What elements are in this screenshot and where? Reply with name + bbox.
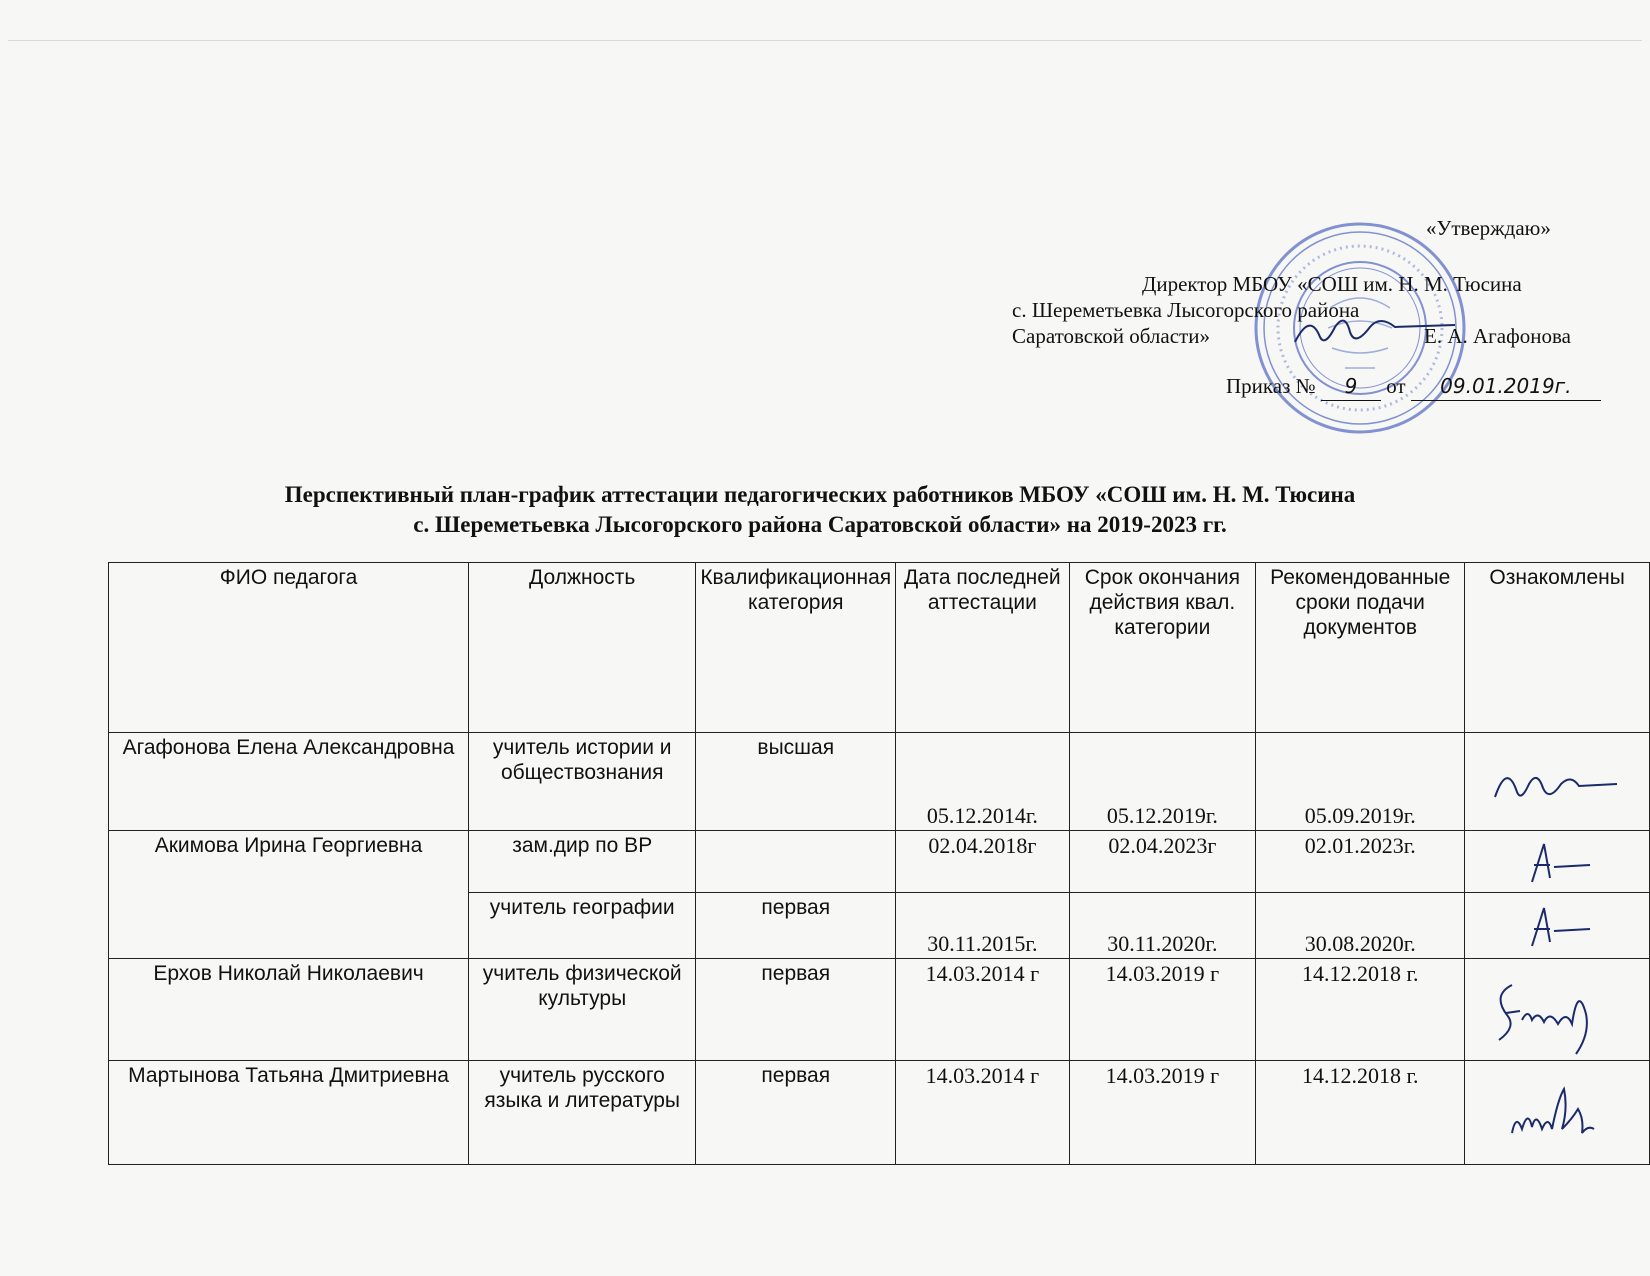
title-line-1: Перспективный план-график аттестации педагогических работников МБОУ «СОШ им. Н. М. Тюсина <box>284 482 1356 507</box>
cell-category: высшая <box>696 733 896 831</box>
table-row <box>109 1061 1650 1165</box>
cell-last-date: 05.12.2014г. <box>896 733 1069 831</box>
table-row <box>109 831 1650 893</box>
cell-position: учитель русского языка и литературы <box>469 1061 696 1165</box>
cell-name: Мартынова Татьяна Дмитриевна <box>109 1061 469 1165</box>
approve-heading: «Утверждаю» <box>1426 216 1551 240</box>
header-acknowledged: Ознакомлены <box>1465 563 1650 733</box>
header-position: Должность <box>469 563 696 733</box>
signature-mark <box>1512 901 1602 951</box>
cell-name: Ерхов Николай Николаевич <box>109 959 469 1061</box>
cell-signature <box>1465 831 1650 893</box>
order-number: 9 <box>1321 372 1381 401</box>
cell-name: Акимова Ирина Георгиевна <box>109 831 469 959</box>
village-line: с. Шереметьевка Лысогорского района <box>1012 298 1360 322</box>
director-line: Директор МБОУ «СОШ им. Н. М. Тюсина <box>1142 272 1522 296</box>
header-name: ФИО педагога <box>109 563 469 733</box>
table-row <box>109 733 1650 831</box>
cell-recommended: 14.12.2018 г. <box>1256 959 1465 1061</box>
cell-expiry: 30.11.2020г. <box>1069 893 1256 959</box>
cell-signature <box>1465 893 1650 959</box>
order-date: 09.01.2019г. <box>1411 372 1601 401</box>
signature-mark <box>1487 757 1627 807</box>
cell-expiry: 02.04.2023г <box>1069 831 1256 893</box>
cell-last-date: 02.04.2018г <box>896 831 1069 893</box>
cell-recommended: 30.08.2020г. <box>1256 893 1465 959</box>
signature-mark <box>1482 965 1632 1055</box>
cell-category: первая <box>696 959 896 1061</box>
header-category: Квалификационная категория <box>696 563 896 733</box>
cell-category: первая <box>696 893 896 959</box>
cell-expiry: 14.03.2019 г <box>1069 959 1256 1061</box>
signer-name: Е. А. Агафонова <box>1424 324 1571 348</box>
cell-recommended: 02.01.2023г. <box>1256 831 1465 893</box>
cell-signature <box>1465 1061 1650 1165</box>
region-line: Саратовской области» <box>1012 324 1210 348</box>
cell-expiry: 14.03.2019 г <box>1069 1061 1256 1165</box>
cell-last-date: 14.03.2014 г <box>896 959 1069 1061</box>
cell-recommended: 14.12.2018 г. <box>1256 1061 1465 1165</box>
order-line <box>1226 372 1601 401</box>
order-label: Приказ № <box>1226 374 1316 398</box>
cell-last-date: 30.11.2015г. <box>896 893 1069 959</box>
cell-last-date: 14.03.2014 г <box>896 1061 1069 1165</box>
cell-recommended: 05.09.2019г. <box>1256 733 1465 831</box>
cell-signature <box>1465 959 1650 1061</box>
signature-mark <box>1497 1073 1617 1153</box>
cell-position: учитель физической культуры <box>469 959 696 1061</box>
cell-position: зам.дир по ВР <box>469 831 696 893</box>
table-row <box>109 959 1650 1061</box>
cell-position: учитель географии <box>469 893 696 959</box>
cell-category <box>696 831 896 893</box>
table-header-row <box>109 563 1650 733</box>
attestation-table <box>108 562 1650 1165</box>
cell-position: учитель истории и обществознания <box>469 733 696 831</box>
header-last-date: Дата последней аттестации <box>896 563 1069 733</box>
cell-signature <box>1465 733 1650 831</box>
header-expiry: Срок окончания действия квал. категории <box>1069 563 1256 733</box>
cell-expiry: 05.12.2019г. <box>1069 733 1256 831</box>
title-line-2: с. Шереметьевка Лысогорского района Саратовской области» на 2019-2023 гг. <box>413 512 1227 537</box>
document-title <box>120 480 1520 540</box>
order-from: от <box>1386 374 1406 398</box>
header-recommended: Рекомендованные сроки подачи документов <box>1256 563 1465 733</box>
signature-mark <box>1512 837 1602 887</box>
cell-name: Агафонова Елена Александровна <box>109 733 469 831</box>
cell-category: первая <box>696 1061 896 1165</box>
